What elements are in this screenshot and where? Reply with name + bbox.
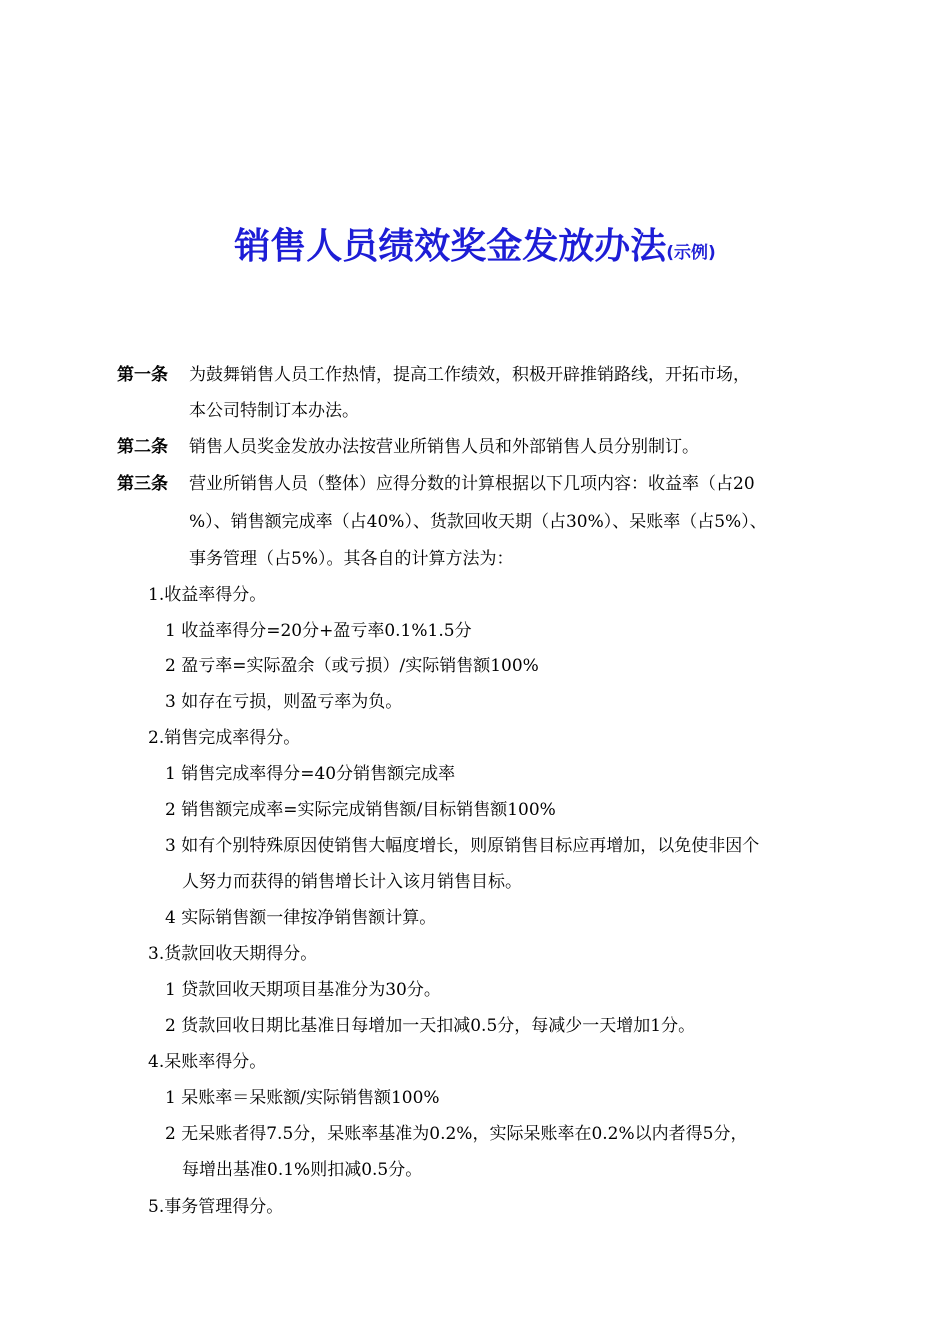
section-1-heading: 1.收益率得分。	[148, 585, 267, 605]
article-2-label: 第二条	[117, 437, 168, 457]
section-3-item-2: 2 货款回收日期比基准日每增加一天扣减0.5分，每减少一天增加1分。	[165, 1016, 696, 1036]
section-4-item-1: 1 呆账率＝呆账额/实际销售额100%	[165, 1088, 440, 1108]
article-1-line-2: 本公司特制订本办法。	[189, 401, 359, 421]
section-1-item-3: 3 如存在亏损，则盈亏率为负。	[165, 692, 403, 712]
article-3-line-1: 营业所销售人员（整体）应得分数的计算根据以下几项内容：收益率（占20	[189, 474, 755, 494]
section-2-heading: 2.销售完成率得分。	[148, 728, 301, 748]
article-3-line-3: 事务管理（占5%）。其各自的计算方法为：	[189, 549, 514, 569]
title-main: 销售人员绩效奖金发放办法	[234, 226, 667, 267]
section-2-item-1: 1 销售完成率得分=40分销售额完成率	[165, 764, 456, 784]
section-1-item-1: 1 收益率得分=20分+盈亏率0.1%1.5分	[165, 621, 472, 641]
article-1-label: 第一条	[117, 365, 168, 385]
section-2-item-2: 2 销售额完成率=实际完成销售额/目标销售额100%	[165, 800, 556, 820]
article-3-line-2: %）、销售额完成率（占40%）、货款回收天期（占30%）、呆账率（占5%）、	[189, 512, 767, 532]
title-suffix: (示例)	[666, 243, 716, 263]
section-2-item-3-line-1: 3 如有个别特殊原因使销售大幅度增长，则原销售目标应再增加，以免使非因个	[165, 836, 760, 856]
section-3-item-1: 1 贷款回收天期项目基准分为30分。	[165, 980, 441, 1000]
section-3-heading: 3.货款回收天期得分。	[148, 944, 318, 964]
document-title	[0, 218, 950, 269]
article-2-line-1: 销售人员奖金发放办法按营业所销售人员和外部销售人员分别制订。	[189, 437, 699, 457]
section-4-item-2-line-2: 每增出基准0.1%则扣减0.5分。	[182, 1160, 423, 1180]
section-1-item-2: 2 盈亏率=实际盈余（或亏损）/实际销售额100%	[165, 656, 539, 676]
section-5-heading: 5.事务管理得分。	[148, 1197, 284, 1217]
section-2-item-4: 4 实际销售额一律按净销售额计算。	[165, 908, 437, 928]
section-2-item-3-line-2: 人努力而获得的销售增长计入该月销售目标。	[182, 872, 522, 892]
section-4-heading: 4.呆账率得分。	[148, 1052, 267, 1072]
article-3-label: 第三条	[117, 474, 168, 494]
section-4-item-2-line-1: 2 无呆账者得7.5分，呆账率基准为0.2%，实际呆账率在0.2%以内者得5分，	[165, 1124, 748, 1144]
article-1-line-1: 为鼓舞销售人员工作热情，提高工作绩效，积极开辟推销路线，开拓市场，	[189, 365, 750, 385]
